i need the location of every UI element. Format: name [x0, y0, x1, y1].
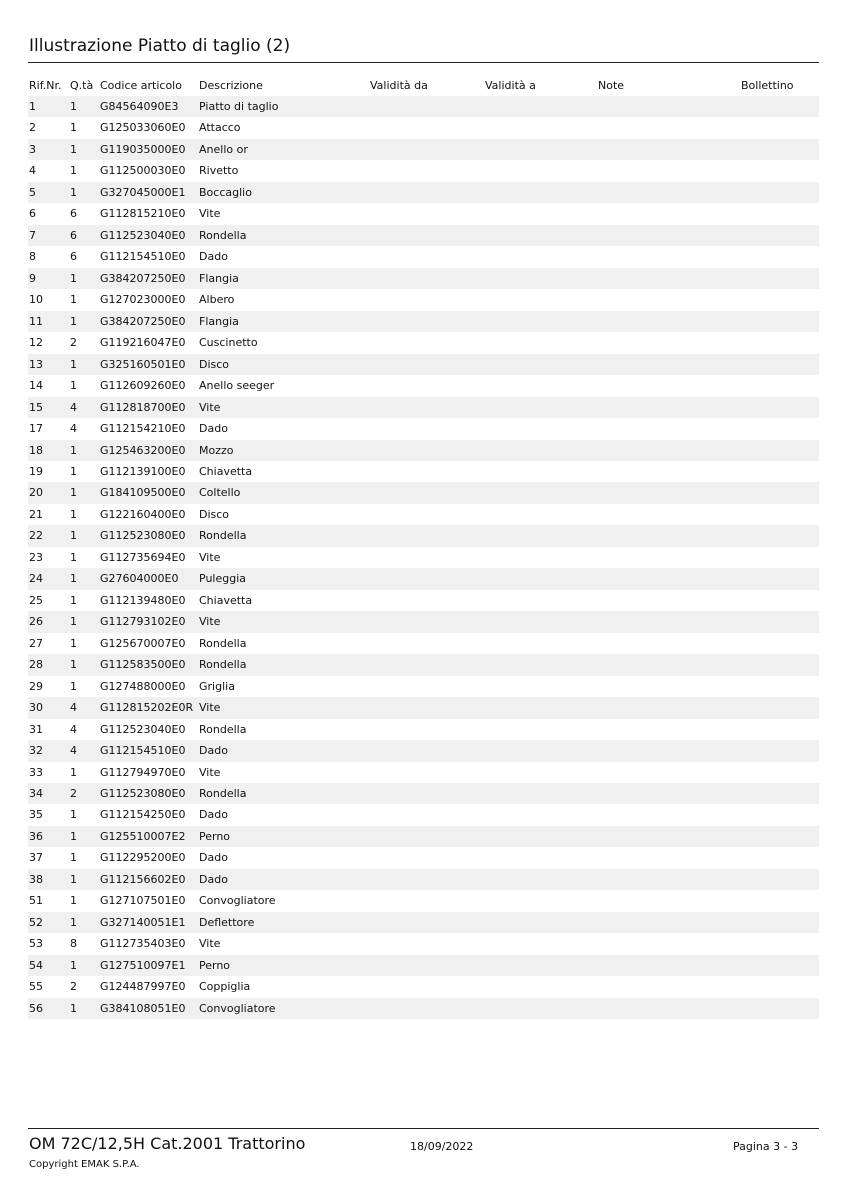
- parts-table: [28, 75, 819, 1019]
- cell-code: G112154510E0: [100, 744, 186, 758]
- cell-qty: 4: [70, 701, 77, 715]
- cell-qty: 1: [70, 636, 77, 650]
- cell-code: G327140051E1: [100, 915, 186, 929]
- cell-ref: 18: [29, 443, 43, 457]
- cell-code: G112735694E0: [100, 550, 186, 564]
- cell-ref: 22: [29, 529, 43, 543]
- cell-qty: 4: [70, 422, 77, 436]
- cell-code: G112794970E0: [100, 765, 186, 779]
- cell-code: G119035000E0: [100, 142, 186, 156]
- cell-qty: 1: [70, 293, 77, 307]
- page-title: Illustrazione Piatto di taglio (2): [29, 36, 291, 56]
- cell-desc: Perno: [199, 958, 231, 972]
- footer-divider: [28, 1128, 819, 1129]
- cell-qty: 1: [70, 100, 77, 113]
- table-row: [28, 676, 819, 697]
- cell-ref: 20: [29, 486, 43, 500]
- table-row: [28, 654, 819, 675]
- cell-code: G112523040E0: [100, 228, 186, 242]
- cell-qty: 1: [70, 185, 77, 199]
- cell-code: G325160501E0: [100, 357, 186, 371]
- cell-qty: 1: [70, 443, 77, 457]
- footer-copyright: Copyright EMAK S.P.A.: [29, 1159, 140, 1170]
- cell-desc: Chiavetta: [199, 593, 253, 607]
- table-row: [28, 611, 819, 632]
- cell-desc: Vite: [199, 765, 221, 779]
- cell-desc: Albero: [199, 293, 235, 307]
- cell-desc: Dado: [199, 250, 228, 264]
- cell-desc: Piatto di taglio: [199, 100, 279, 113]
- cell-ref: 26: [29, 615, 43, 629]
- cell-desc: Rondella: [199, 529, 247, 543]
- table-row: [28, 203, 819, 224]
- cell-code: G112154250E0: [100, 808, 186, 822]
- table-row: [28, 804, 819, 825]
- table-row: [28, 182, 819, 203]
- table-row: [28, 933, 819, 954]
- table-row: [28, 289, 819, 310]
- cell-qty: 1: [70, 829, 77, 843]
- cell-qty: 1: [70, 615, 77, 629]
- footer-date: 18/09/2022: [410, 1140, 474, 1153]
- cell-code: G119216047E0: [100, 336, 186, 350]
- cell-desc: Boccaglio: [199, 185, 252, 199]
- cell-code: G125033060E0: [100, 121, 186, 135]
- cell-qty: 1: [70, 593, 77, 607]
- cell-qty: 1: [70, 271, 77, 285]
- cell-qty: 2: [70, 980, 77, 994]
- cell-code: G112583500E0: [100, 658, 186, 672]
- table-row: [28, 633, 819, 654]
- table-row: [28, 160, 819, 181]
- cell-desc: Convogliatore: [199, 894, 276, 908]
- table-row: [28, 912, 819, 933]
- col-header-code: Codice articolo: [100, 79, 182, 92]
- cell-qty: 6: [70, 250, 77, 264]
- col-header-bulletin: Bollettino: [741, 79, 794, 92]
- cell-qty: 4: [70, 744, 77, 758]
- table-row: [28, 998, 819, 1019]
- cell-desc: Anello or: [199, 142, 248, 156]
- cell-code: G127488000E0: [100, 679, 186, 693]
- cell-code: G112500030E0: [100, 164, 186, 178]
- cell-qty: 1: [70, 142, 77, 156]
- cell-ref: 21: [29, 507, 43, 521]
- cell-code: G112154510E0: [100, 250, 186, 264]
- col-header-desc: Descrizione: [199, 79, 263, 92]
- table-row: [28, 590, 819, 611]
- table-row: [28, 117, 819, 138]
- cell-ref: 14: [29, 379, 43, 393]
- cell-desc: Rondella: [199, 722, 247, 736]
- table-row: [28, 719, 819, 740]
- title-divider: [28, 62, 819, 63]
- cell-ref: 31: [29, 722, 43, 736]
- footer-page-number: Pagina 3 - 3: [733, 1140, 799, 1153]
- cell-qty: 1: [70, 164, 77, 178]
- cell-desc: Rivetto: [199, 164, 239, 178]
- cell-code: G112523040E0: [100, 722, 186, 736]
- table-row: [28, 697, 819, 718]
- cell-qty: 1: [70, 765, 77, 779]
- footer-model: OM 72C/12,5H Cat.2001 Trattorino: [29, 1134, 306, 1153]
- table-row: [28, 762, 819, 783]
- cell-desc: Perno: [199, 829, 231, 843]
- cell-qty: 1: [70, 572, 77, 586]
- cell-qty: 8: [70, 937, 77, 951]
- cell-code: G124487997E0: [100, 980, 186, 994]
- cell-ref: 10: [29, 293, 43, 307]
- cell-qty: 1: [70, 464, 77, 478]
- cell-desc: Vite: [199, 615, 221, 629]
- cell-desc: Deflettore: [199, 915, 255, 929]
- cell-qty: 1: [70, 851, 77, 865]
- cell-desc: Dado: [199, 808, 228, 822]
- cell-ref: 51: [29, 894, 43, 908]
- cell-desc: Mozzo: [199, 443, 234, 457]
- cell-code: G327045000E1: [100, 185, 186, 199]
- table-header: [28, 75, 819, 96]
- col-header-qty: Q.tà: [70, 79, 94, 92]
- cell-ref: 12: [29, 336, 43, 350]
- table-row: [28, 504, 819, 525]
- cell-ref: 32: [29, 744, 43, 758]
- cell-ref: 11: [29, 314, 43, 328]
- cell-code: G184109500E0: [100, 486, 186, 500]
- cell-desc: Disco: [199, 357, 230, 371]
- cell-code: G112523080E0: [100, 787, 186, 800]
- cell-ref: 27: [29, 636, 43, 650]
- table-row: [28, 525, 819, 546]
- cell-desc: Anello seeger: [199, 379, 275, 393]
- table-row: [28, 568, 819, 589]
- table-row: [28, 375, 819, 396]
- cell-desc: Rondella: [199, 636, 247, 650]
- cell-ref: 28: [29, 658, 43, 672]
- cell-ref: 53: [29, 937, 43, 951]
- cell-qty: 4: [70, 722, 77, 736]
- cell-qty: 1: [70, 679, 77, 693]
- cell-ref: 24: [29, 572, 43, 586]
- cell-ref: 54: [29, 958, 43, 972]
- cell-code: G384108051E0: [100, 1001, 186, 1015]
- cell-ref: 55: [29, 980, 43, 994]
- table-row: [28, 96, 819, 117]
- cell-ref: 35: [29, 808, 43, 822]
- cell-qty: 2: [70, 787, 77, 800]
- cell-qty: 1: [70, 121, 77, 135]
- cell-desc: Dado: [199, 422, 228, 436]
- cell-code: G112818700E0: [100, 400, 186, 414]
- cell-desc: Flangia: [199, 271, 239, 285]
- cell-desc: Vite: [199, 400, 221, 414]
- cell-qty: 1: [70, 894, 77, 908]
- cell-desc: Rondella: [199, 228, 247, 242]
- cell-desc: Rondella: [199, 787, 247, 800]
- cell-code: G112523080E0: [100, 529, 186, 543]
- cell-qty: 1: [70, 808, 77, 822]
- cell-ref: 15: [29, 400, 43, 414]
- col-header-notes: Note: [598, 79, 625, 92]
- cell-ref: 52: [29, 915, 43, 929]
- cell-ref: 36: [29, 829, 43, 843]
- table-row: [28, 482, 819, 503]
- table-body: [28, 96, 819, 1019]
- cell-desc: Convogliatore: [199, 1001, 276, 1015]
- cell-code: G112735403E0: [100, 937, 186, 951]
- cell-desc: Griglia: [199, 679, 235, 693]
- table-row: [28, 461, 819, 482]
- cell-qty: 1: [70, 314, 77, 328]
- table-row: [28, 547, 819, 568]
- col-header-valid-to: Validità a: [485, 79, 536, 92]
- cell-ref: 29: [29, 679, 43, 693]
- cell-ref: 30: [29, 701, 43, 715]
- cell-desc: Chiavetta: [199, 464, 253, 478]
- cell-ref: 2: [29, 121, 36, 135]
- cell-qty: 1: [70, 486, 77, 500]
- table-row: [28, 139, 819, 160]
- cell-desc: Puleggia: [199, 572, 246, 586]
- cell-qty: 1: [70, 379, 77, 393]
- cell-code: G112815210E0: [100, 207, 186, 221]
- cell-code: G122160400E0: [100, 507, 186, 521]
- cell-qty: 1: [70, 550, 77, 564]
- cell-qty: 1: [70, 357, 77, 371]
- table-row: [28, 268, 819, 289]
- cell-code: G384207250E0: [100, 314, 186, 328]
- cell-code: G125510007E2: [100, 829, 186, 843]
- cell-desc: Vite: [199, 550, 221, 564]
- cell-code: G112139100E0: [100, 464, 186, 478]
- table-row: [28, 890, 819, 911]
- table-row: [28, 847, 819, 868]
- cell-qty: 1: [70, 658, 77, 672]
- cell-desc: Disco: [199, 507, 230, 521]
- table-row: [28, 440, 819, 461]
- cell-code: G84564090E3: [100, 100, 179, 113]
- cell-ref: 13: [29, 357, 43, 371]
- table-row: [28, 418, 819, 439]
- cell-qty: 6: [70, 228, 77, 242]
- cell-desc: Vite: [199, 937, 221, 951]
- cell-desc: Attacco: [199, 121, 241, 135]
- cell-qty: 1: [70, 1001, 77, 1015]
- cell-desc: Dado: [199, 851, 228, 865]
- cell-code: G127510097E1: [100, 958, 186, 972]
- cell-code: G127107501E0: [100, 894, 186, 908]
- table-row: [28, 783, 819, 804]
- table-row: [28, 397, 819, 418]
- cell-ref: 19: [29, 464, 43, 478]
- cell-code: G125463200E0: [100, 443, 186, 457]
- cell-ref: 25: [29, 593, 43, 607]
- cell-ref: 6: [29, 207, 36, 221]
- cell-ref: 37: [29, 851, 43, 865]
- cell-ref: 56: [29, 1001, 43, 1015]
- cell-qty: 4: [70, 400, 77, 414]
- cell-desc: Rondella: [199, 658, 247, 672]
- cell-code: G112793102E0: [100, 615, 186, 629]
- cell-qty: 1: [70, 958, 77, 972]
- cell-desc: Flangia: [199, 314, 239, 328]
- table-row: [28, 740, 819, 761]
- cell-code: G112295200E0: [100, 851, 186, 865]
- table-row: [28, 354, 819, 375]
- cell-ref: 1: [29, 100, 36, 113]
- cell-code: G112609260E0: [100, 379, 186, 393]
- table-row: [28, 826, 819, 847]
- cell-qty: 2: [70, 336, 77, 350]
- table-row: [28, 225, 819, 246]
- cell-ref: 34: [29, 787, 43, 800]
- table-row: [28, 955, 819, 976]
- cell-ref: 33: [29, 765, 43, 779]
- cell-ref: 3: [29, 142, 36, 156]
- cell-code: G27604000E0: [100, 572, 179, 586]
- col-header-ref: Rif.Nr.: [29, 79, 62, 92]
- cell-desc: Vite: [199, 701, 221, 715]
- col-header-valid-from: Validità da: [370, 79, 428, 92]
- cell-qty: 1: [70, 529, 77, 543]
- cell-desc: Vite: [199, 207, 221, 221]
- cell-qty: 1: [70, 872, 77, 886]
- cell-code: G112815202E0R: [100, 701, 194, 715]
- cell-code: G112154210E0: [100, 422, 186, 436]
- cell-code: G125670007E0: [100, 636, 186, 650]
- cell-ref: 17: [29, 422, 43, 436]
- cell-code: G112139480E0: [100, 593, 186, 607]
- table-row: [28, 332, 819, 353]
- cell-code: G112156602E0: [100, 872, 186, 886]
- table-row: [28, 869, 819, 890]
- cell-desc: Coppiglia: [199, 980, 251, 994]
- cell-ref: 38: [29, 872, 43, 886]
- cell-desc: Coltello: [199, 486, 241, 500]
- cell-code: G384207250E0: [100, 271, 186, 285]
- cell-ref: 23: [29, 550, 43, 564]
- cell-ref: 9: [29, 271, 36, 285]
- cell-qty: 6: [70, 207, 77, 221]
- cell-ref: 5: [29, 185, 36, 199]
- cell-qty: 1: [70, 915, 77, 929]
- cell-ref: 7: [29, 228, 36, 242]
- cell-ref: 4: [29, 164, 36, 178]
- table-row: [28, 311, 819, 332]
- cell-desc: Dado: [199, 872, 228, 886]
- cell-desc: Cuscinetto: [199, 336, 258, 350]
- table-row: [28, 246, 819, 267]
- cell-desc: Dado: [199, 744, 228, 758]
- cell-code: G127023000E0: [100, 293, 186, 307]
- table-row: [28, 976, 819, 997]
- cell-ref: 8: [29, 250, 36, 264]
- cell-qty: 1: [70, 507, 77, 521]
